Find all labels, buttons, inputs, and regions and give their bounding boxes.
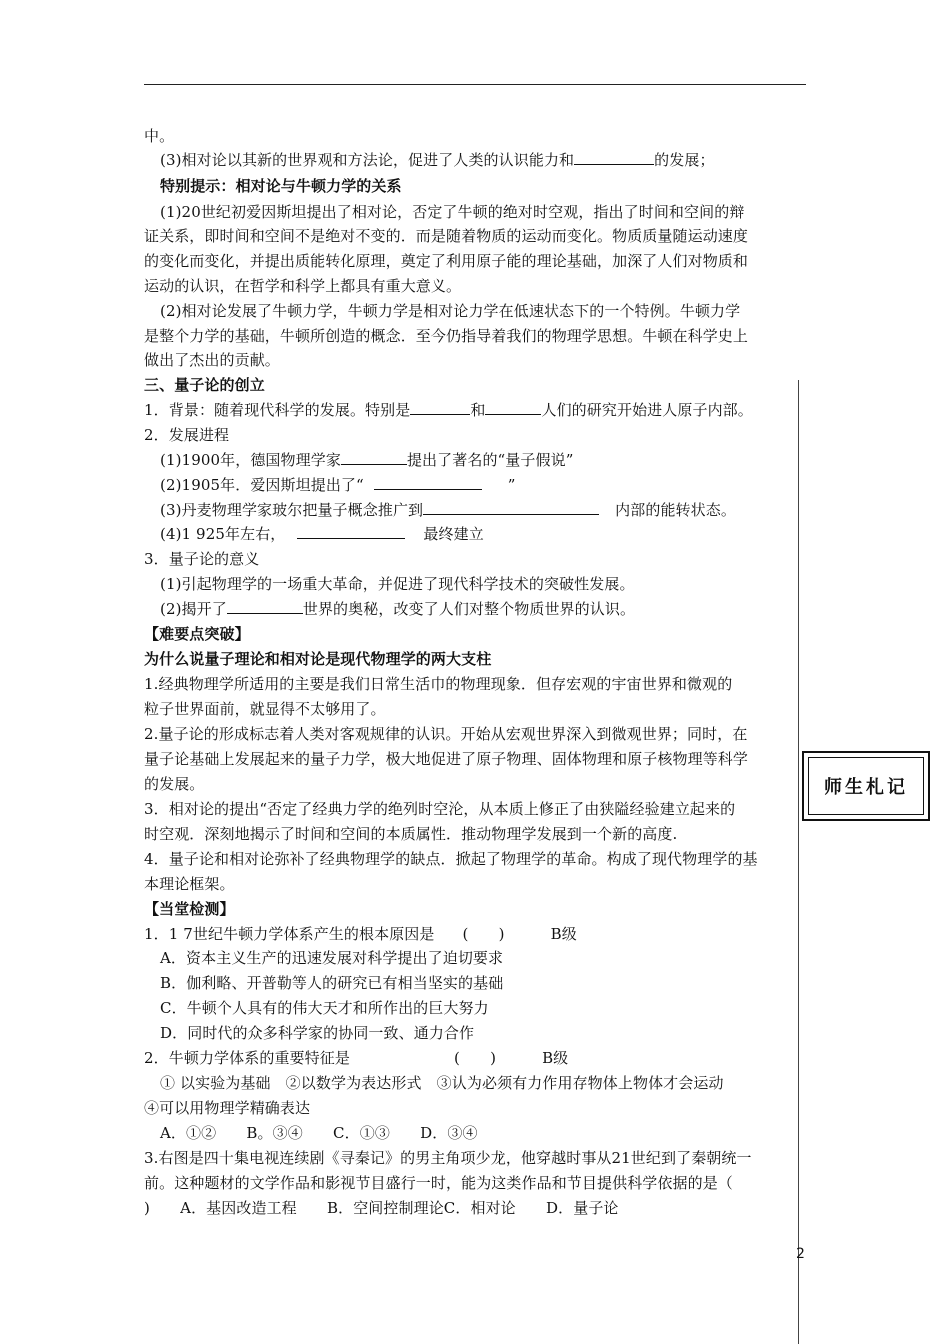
text-line: 运动的认识，在哲学和科学上都具有重大意义。 (144, 277, 462, 295)
text-line: (3)丹麦物理学家玻尔把量子概念推广到 内部的能转状态。 (160, 501, 736, 519)
text-line: (2)相对论发展了牛顿力学，牛顿力学是相对论力学在低速状态下的一个特例。牛顿力学 (160, 302, 741, 320)
fill-blank (227, 599, 303, 614)
text-line: 3．量子论的意义 (144, 550, 260, 568)
option-line: D．同时代的众多科学家的协同一致、通力合作 (160, 1024, 475, 1042)
option-line: A．资本主义生产的迅速发展对科学提出了迫切要求 (160, 949, 504, 967)
fill-blank (374, 475, 482, 490)
text-line: 2．发展进程 (144, 426, 230, 444)
fill-blank (485, 400, 541, 415)
text-line: ① 以实验为基础 ②以数学为表达形式 ③认为必须有力作用存物体上物体才会运动 (160, 1074, 724, 1092)
text-line: 的变化而变化，并提出质能转化原理，奠定了利用原子能的理论基础，加深了人们对物质和 (144, 252, 749, 270)
margin-divider (798, 380, 799, 1344)
text-line: 的发展。 (144, 775, 205, 793)
question-line: 2．牛顿力学体系的重要特征是 ( ) B级 (144, 1049, 569, 1067)
text-line: 前。这种题材的文学作品和影视节目盛行一时，能为这类作品和节目提供科学依据的是（ (144, 1174, 733, 1192)
text-line: 本理论框架。 (144, 875, 235, 893)
text-line: (4)1 925年左右， 最终建立 (160, 525, 484, 543)
side-note-box (802, 751, 930, 821)
section-heading: 【难要点突破】 (144, 625, 250, 643)
text-line: (2)1905年．爱因斯坦提出了“ ” (160, 476, 516, 494)
sub-heading: 为什么说量子理论和相对论是现代物理学的两大支柱 (144, 650, 492, 668)
side-note-inner-frame (808, 757, 924, 815)
text-line: (1)1900年，德国物理学家 提出了著名的“量子假说” (160, 451, 574, 469)
text-line: (3)相对论以其新的世界观和方法论，促进了人类的认识能力和 的发展； (160, 151, 715, 169)
side-note-label: 师生札记 (824, 777, 908, 798)
text-line: 1.经典物理学所适用的主要是我们日常生活巾的物理现象．但存宏观的宇宙世界和微观的 (144, 675, 733, 693)
text-line: 是整个力学的基础，牛顿所创造的概念．至今仍指导着我们的物理学思想。牛顿在科学史上 (144, 327, 749, 345)
fill-blank (410, 400, 470, 415)
option-line: C．牛顿个人具有的伟大天才和所作出的巨大努力 (160, 999, 489, 1017)
option-line: B．伽利略、开普勒等人的研究已有相当坚实的基础 (160, 974, 504, 992)
text-line: 中。 (144, 127, 175, 145)
header-rule (144, 84, 806, 85)
text-line: 1．背景：随着现代科学的发展。特别是 和 人们的研究开始进人原子内部。 (144, 401, 753, 419)
fill-blank (297, 524, 405, 539)
text-line: (1)20世纪初爱因斯坦提出了相对论，否定了牛顿的绝对时空观，指出了时间和空间的辩 (160, 203, 745, 221)
text-line: 3．相对论的提出“否定了经典力学的绝列时空沦，从本质上修正了由狭隘经验建立起来的 (144, 800, 736, 818)
text-line: 粒子世界面前，就显得不太够用了。 (144, 700, 386, 718)
option-line: ) A．基因改造工程 B．空间控制理论C．相对论 D．量子论 (144, 1199, 619, 1217)
question-line: 3.右图是四十集电视连续剧《寻秦记》的男主角项少龙，他穿越时事从21世纪到了秦朝统一 (144, 1149, 752, 1167)
text-line: (2)揭开了 世界的奥秘，改变了人们对整个物质世界的认识。 (160, 600, 636, 618)
section-heading: 三、量子论的创立 (144, 376, 265, 394)
text-line: ④可以用物理学精确表达 (144, 1099, 311, 1117)
tip-heading: 特别提示：相对论与牛顿力学的关系 (160, 177, 402, 195)
option-line: A．①② B。③④ C．①③ D．③④ (160, 1124, 478, 1142)
text-line: (1)引起物理学的一场重大革命，并促进了现代科学技术的突破性发展。 (160, 575, 635, 593)
text-line: 证关系，即时间和空间不是绝对不变的．而是随着物质的运动而变化。物质质量随运动速度 (144, 227, 749, 245)
fill-blank (574, 150, 654, 165)
text-line: 4．量子论和相对论弥补了经典物理学的缺点．掀起了物理学的革命。构成了现代物理学的基 (144, 850, 758, 868)
page-number: 2 (796, 1246, 805, 1262)
question-line: 1．1 7世纪牛顿力学体系产生的根本原因是 ( ) B级 (144, 925, 577, 943)
text-line: 2.量子论的形成标志着人类对客观规律的认识。开始从宏观世界深入到微观世界；同时，在 (144, 725, 748, 743)
section-heading: 【当堂检测】 (144, 900, 235, 918)
fill-blank (341, 450, 407, 465)
text-line: 时空观．深刻地揭示了时间和空间的本质属性．推动物理学发展到一个新的高度. (144, 825, 678, 843)
text-line: 量子论基础上发展起来的量子力学，极大地促进了原子物理、固体物理和原子核物理等科学 (144, 750, 749, 768)
fill-blank (423, 500, 599, 515)
text-line: 做出了杰出的贡献。 (144, 351, 280, 369)
